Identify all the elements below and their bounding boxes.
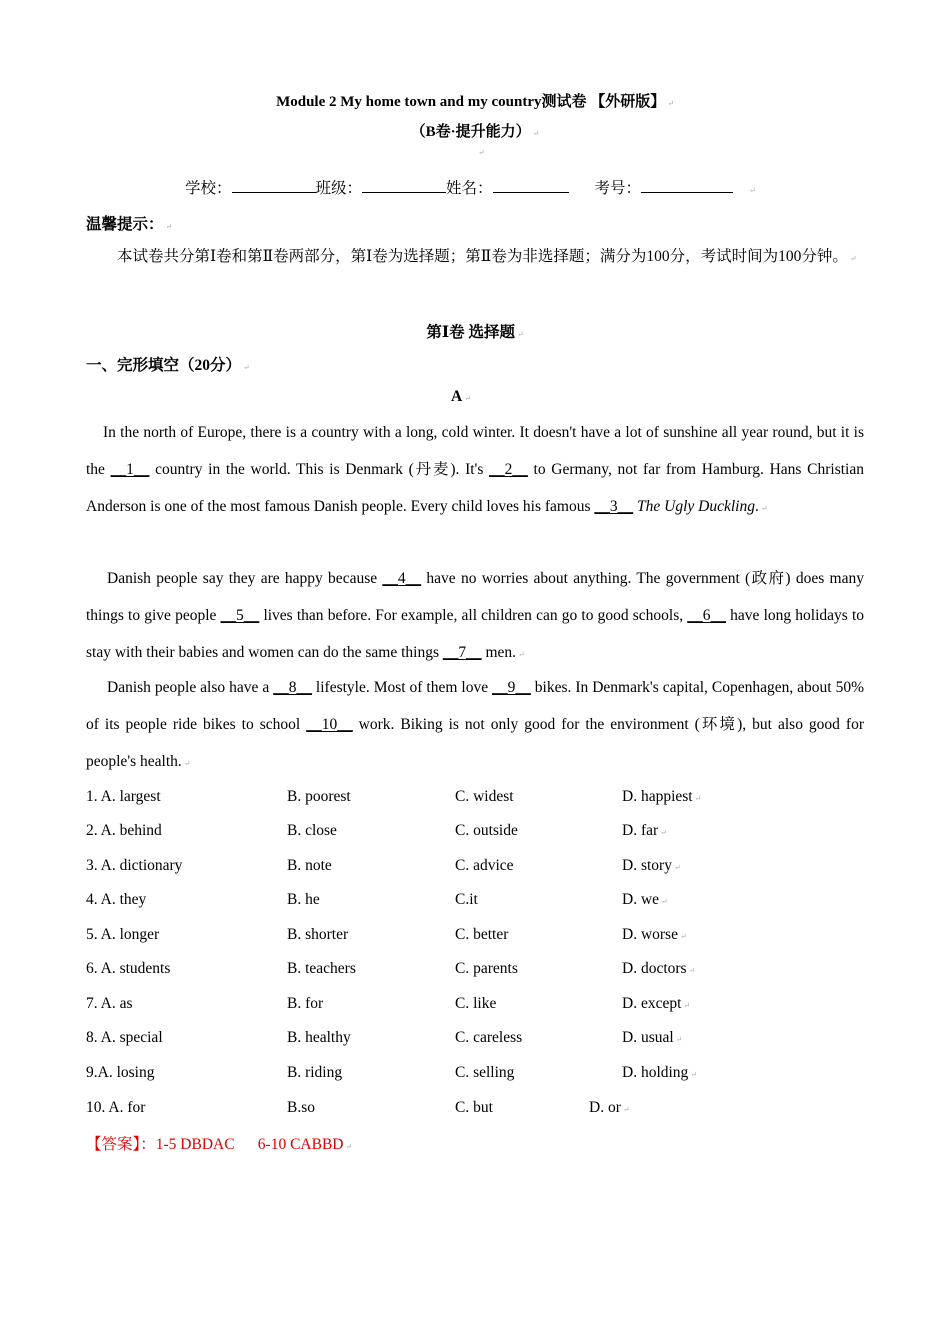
- question-row: [86, 891, 864, 915]
- option-a: 6. A. students: [86, 960, 171, 977]
- option-c: C. careless: [455, 1029, 523, 1046]
- blank-7[interactable]: __7__: [442, 644, 482, 661]
- passage-text: bikes. In Denmark's capital, Copenhagen, about 50% of its people ride bikes to school: [86, 679, 865, 733]
- option-d: D. far: [622, 822, 659, 839]
- school-label: 学校：: [185, 180, 232, 197]
- question-row: [86, 857, 864, 881]
- blank-6[interactable]: __6__: [687, 607, 727, 624]
- option-d: D. usual: [622, 1029, 674, 1046]
- question-row: [86, 1099, 864, 1123]
- option-a: 2. A. behind: [86, 822, 162, 839]
- question-row: [86, 822, 864, 846]
- option-d: D. holding: [622, 1064, 689, 1081]
- answer-text: 1-5 DBDAC 6-10 CABBD: [155, 1136, 344, 1153]
- passage-text: lifestyle. Most of them love: [311, 679, 493, 696]
- book-title: The Ugly Duckling: [637, 498, 755, 515]
- question-row: [86, 1064, 864, 1088]
- option-d: D. except: [622, 995, 682, 1012]
- option-d: D. worse: [622, 926, 678, 943]
- passage-paragraph-1: In the north of Europe, there is a country with a long, cold winter. It doesn't have a lot of sunshine all year round, but it is the __1__ country in the world. This is Denmark (丹麦). It's __2__ to Germany, not far from Hamburg. Hans Christian Anderson is one of the most famous Danish people. Every child loves his famous __3__ The Ugly Duckling. ↵: [86, 424, 864, 515]
- question-row: [86, 926, 864, 950]
- option-d-wrap: D. far ↵: [622, 822, 667, 839]
- option-c: C. advice: [455, 857, 514, 874]
- option-c: C. better: [455, 926, 509, 943]
- question-row: [86, 1029, 864, 1053]
- paragraph-mark: ↵: [532, 129, 540, 138]
- passage-text: have long holidays to stay with their babies and women can do the same things: [86, 607, 865, 661]
- passage-text: Danish people also have a: [107, 679, 274, 696]
- option-c: C. widest: [455, 788, 514, 805]
- passage-paragraph-3: Danish people also have a __8__ lifestyle. Most of them love __9__ bikes. In Denmark's capital, Copenhagen, about 50% of its people ride bikes to school __10__ work. Biking is not only good for the environment (环境), but also good for people's health. ↵: [86, 679, 865, 770]
- blank-3[interactable]: __3__: [594, 498, 634, 515]
- option-d-wrap: D. happiest ↵: [622, 788, 702, 805]
- exam-no-label: 考号：: [594, 180, 642, 197]
- class-label: 班级：: [315, 180, 363, 197]
- option-d-wrap: D. story ↵: [622, 857, 681, 874]
- option-d: D. happiest: [622, 788, 693, 805]
- option-b: B. note: [287, 857, 332, 874]
- option-a: 4. A. they: [86, 891, 147, 908]
- option-b: B. shorter: [287, 926, 349, 943]
- option-a: 10. A. for: [86, 1099, 146, 1116]
- option-b: B.so: [287, 1099, 315, 1116]
- question-row: [86, 995, 864, 1019]
- notice-text: 本试卷共分第Ⅰ卷和第Ⅱ卷两部分，第Ⅰ卷为选择题；第Ⅱ卷为非选择题；满分为100分，考试时间为100分钟。: [117, 248, 848, 265]
- option-d: D. doctors: [622, 960, 687, 977]
- passage-text: lives than before. For example, all children can go to good schools,: [259, 607, 688, 624]
- option-b: B. teachers: [287, 960, 356, 977]
- option-b: B. riding: [287, 1064, 343, 1081]
- page-title: [0, 90, 950, 111]
- option-b: B. healthy: [287, 1029, 351, 1046]
- question-row: [86, 788, 864, 812]
- option-a: 7. A. as: [86, 995, 133, 1012]
- option-d-wrap: D. or ↵: [589, 1099, 630, 1116]
- name-label: 姓名：: [446, 180, 493, 197]
- passage-text: have no worries about anything. The government (政府) does many things to give people: [86, 570, 864, 624]
- passage-text: work. Biking is not only good for the environment (环境), but also good for people's health.: [86, 716, 865, 770]
- option-d: D. or: [589, 1099, 621, 1116]
- passage-text: country in the world. This is Denmark (丹麦). It's: [149, 461, 490, 478]
- option-b: B. for: [287, 995, 324, 1012]
- passage-text: to Germany, not far from Hamburg. Hans Christian Anderson is one of the most famous Danish people. Every child loves his famous: [86, 461, 864, 515]
- passage-text: Danish people say they are happy because: [107, 570, 383, 587]
- option-a: 8. A. special: [86, 1029, 163, 1046]
- option-d-wrap: D. holding ↵: [622, 1064, 698, 1081]
- option-d-wrap: D. worse ↵: [622, 926, 687, 943]
- option-a: 1. A. largest: [86, 788, 161, 805]
- page-subtitle: [0, 120, 950, 141]
- option-d-wrap: D. except ↵: [622, 995, 691, 1012]
- passage-text: In the north of Europe, there is a country with a long, cold winter. It doesn't have a lot of sunshine all year round, but it is the: [86, 424, 864, 478]
- option-a: 3. A. dictionary: [86, 857, 183, 874]
- title-text: Module 2 My home town and my country测试卷 【外研版】: [276, 94, 666, 110]
- subtitle-text: （B卷·提升能力）: [410, 124, 531, 140]
- notice-paragraph: 本试卷共分第Ⅰ卷和第Ⅱ卷两部分，第Ⅰ卷为选择题；第Ⅱ卷为非选择题；满分为100分，考试时间为100分钟。 ↵: [117, 248, 857, 265]
- empty-paragraph-mark: ↵: [478, 148, 485, 157]
- part1-title-text: 第Ⅰ卷 选择题: [426, 324, 515, 341]
- blank-4[interactable]: __4__: [382, 570, 422, 587]
- option-c: C. like: [455, 995, 497, 1012]
- name-blank[interactable]: [493, 177, 569, 193]
- passage-label-text: A: [451, 388, 463, 405]
- blank-1[interactable]: __1__: [110, 461, 150, 478]
- option-d-wrap: D. we ↵: [622, 891, 668, 908]
- option-d-wrap: D. doctors ↵: [622, 960, 696, 977]
- option-a: 5. A. longer: [86, 926, 160, 943]
- blank-5[interactable]: __5__: [220, 607, 260, 624]
- option-c: C.it: [455, 891, 478, 908]
- school-blank[interactable]: [232, 177, 316, 193]
- passage-paragraph-2: Danish people say they are happy because __4__ have no worries about anything. The government (政府) does many things to give people __5__ lives than before. For example, all children can go to good schools, __6__ have long holidays to stay with their babies and women can do the same things __7__ men. ↵: [86, 570, 865, 661]
- option-c: C. but: [455, 1099, 493, 1116]
- class-blank[interactable]: [362, 177, 446, 193]
- option-d: D. we: [622, 891, 660, 908]
- option-a: 9.A. losing: [86, 1064, 155, 1081]
- part1-title: 第Ⅰ卷 选择题 ↵: [426, 324, 524, 341]
- answer-label: 【答案】：: [86, 1136, 156, 1153]
- blank-8[interactable]: __8__: [273, 679, 312, 696]
- section-heading-text: 一、完形填空（20分）: [86, 357, 242, 374]
- blank-9[interactable]: __9__: [492, 679, 531, 696]
- option-c: C. parents: [455, 960, 518, 977]
- option-b: B. close: [287, 822, 337, 839]
- blank-10[interactable]: __10__: [306, 716, 353, 733]
- passage-text: men.: [481, 644, 517, 661]
- blank-2[interactable]: __2__: [489, 461, 528, 478]
- option-b: B. he: [287, 891, 320, 908]
- option-b: B. poorest: [287, 788, 351, 805]
- student-info-line: 学校： 班级： 姓名： 考号： ↵: [185, 176, 756, 198]
- paragraph-mark: ↵: [667, 99, 674, 108]
- passage-label: A ↵: [451, 388, 471, 405]
- section-heading: 一、完形填空（20分） ↵: [86, 357, 250, 374]
- option-c: C. selling: [455, 1064, 515, 1081]
- passage-text: .: [754, 498, 759, 515]
- notice-heading-text: 温馨提示：: [86, 216, 164, 233]
- question-row: [86, 960, 864, 984]
- option-d-wrap: D. usual ↵: [622, 1029, 683, 1046]
- option-c: C. outside: [455, 822, 518, 839]
- exam-no-blank[interactable]: [641, 177, 733, 193]
- option-d: D. story: [622, 857, 672, 874]
- answer-line: 【答案】：1-5 DBDAC 6-10 CABBD ↵: [86, 1136, 353, 1153]
- notice-heading: 温馨提示： ↵: [86, 216, 173, 233]
